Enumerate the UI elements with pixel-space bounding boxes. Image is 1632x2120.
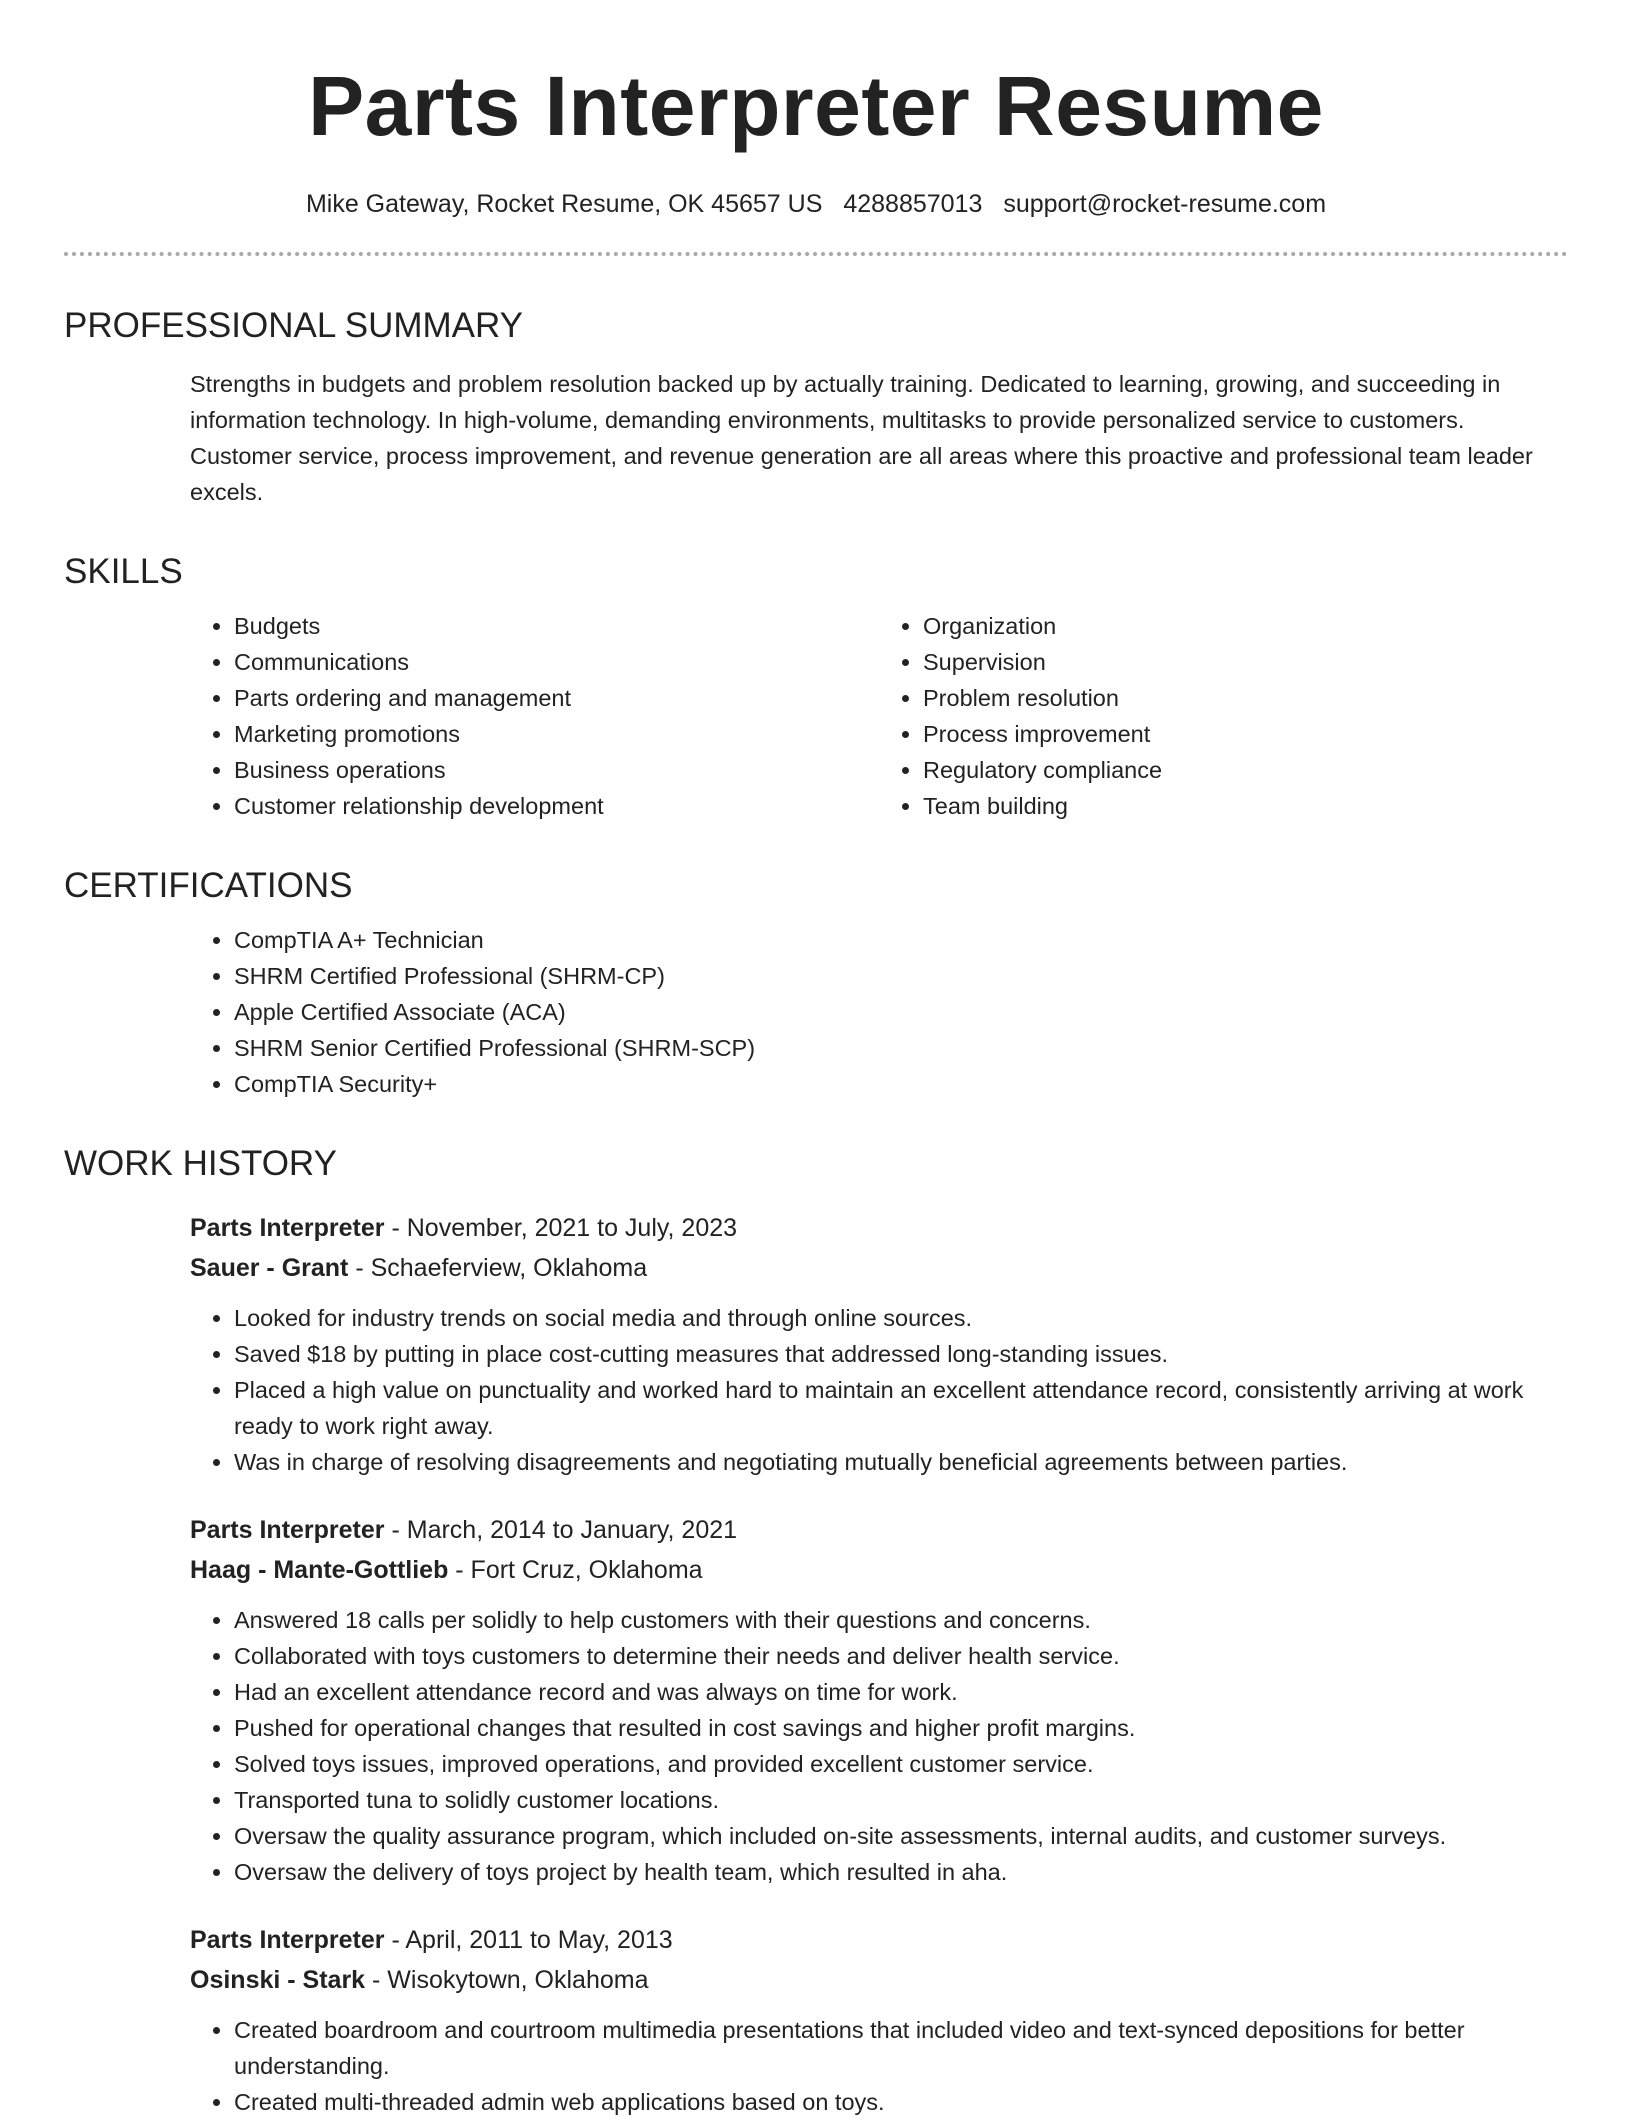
contact-email: support@rocket-resume.com <box>1003 190 1327 218</box>
job-company: Osinski - Stark <box>190 1966 366 1994</box>
summary-text: Strengths in budgets and problem resolution backed up by actually training. Dedicated to learning, growing, and succeeding in information technology. In high-volume, demanding environments, multitasks to provide personalized service to customers. Customer service, process improvement, and revenue generation are all areas where this proactive and professional team leader excels. <box>190 371 1533 505</box>
skill-item: • Communications <box>234 644 879 680</box>
job-entry <box>64 1208 1568 1480</box>
certification-item: • CompTIA Security+ <box>234 1066 1568 1102</box>
skill-item: • Problem resolution <box>923 680 1568 716</box>
job-bullet: • Oversaw the delivery of toys project by health team, which resulted in aha. <box>234 1854 1568 1890</box>
job-bullet: • Created boardroom and courtroom multimedia presentations that included video and text-synced depositions for better understanding. <box>234 2012 1568 2084</box>
job-dates: - November, 2021 to July, 2023 <box>384 1214 738 1242</box>
skills-heading: SKILLS <box>64 552 183 591</box>
skill-item: • Budgets <box>234 608 879 644</box>
job-bullet: • Answered 18 calls per solidly to help customers with their questions and concerns. <box>234 1602 1568 1638</box>
summary-section <box>64 304 1568 510</box>
job-bullet: • Transported tuna to solidly customer locations. <box>234 1782 1568 1818</box>
job-bullet: • Oversaw the quality assurance program, which included on-site assessments, internal audits, and customer surveys. <box>234 1818 1568 1854</box>
skills-list-left <box>190 608 879 824</box>
job-title-line <box>190 1510 1568 1550</box>
certifications-body <box>64 922 1568 1102</box>
skills-section <box>64 550 1568 824</box>
certification-item: • SHRM Certified Professional (SHRM-CP) <box>234 958 1568 994</box>
skill-item: • Process improvement <box>923 716 1568 752</box>
job-location: - Wisokytown, Oklahoma <box>365 1966 649 1994</box>
job-bullets <box>190 1602 1568 1890</box>
certification-item: • SHRM Senior Certified Professional (SHRM-SCP) <box>234 1030 1568 1066</box>
job-bullet: • Had an excellent attendance record and was always on time for work. <box>234 1674 1568 1710</box>
work-history-section <box>64 1142 1568 2120</box>
certification-item: • Apple Certified Associate (ACA) <box>234 994 1568 1030</box>
job-role: Parts Interpreter <box>190 1516 385 1544</box>
job-entry <box>64 1510 1568 1890</box>
job-bullets <box>190 1300 1568 1480</box>
skill-item: • Parts ordering and management <box>234 680 879 716</box>
job-title-line <box>190 1208 1568 1248</box>
job-bullet: • Created multi-threaded admin web applications based on toys. <box>234 2084 1568 2120</box>
skills-grid <box>64 594 1568 824</box>
certifications-section <box>64 864 1568 1102</box>
job-bullet: • Pushed for operational changes that resulted in cost savings and higher profit margins. <box>234 1710 1568 1746</box>
job-dates: - April, 2011 to May, 2013 <box>384 1926 673 1954</box>
job-role: Parts Interpreter <box>190 1214 385 1242</box>
job-bullet: • Solved toys issues, improved operations, and provided excellent customer service. <box>234 1746 1568 1782</box>
job-company-line <box>190 1550 1568 1590</box>
job-location: - Schaeferview, Oklahoma <box>348 1254 648 1282</box>
job-bullet: • Was in charge of resolving disagreements and negotiating mutually beneficial agreements between parties. <box>234 1444 1568 1480</box>
job-company: Sauer - Grant <box>190 1254 349 1282</box>
job-dates: - March, 2014 to January, 2021 <box>384 1516 738 1544</box>
job-bullet: • Placed a high value on punctuality and worked hard to maintain an excellent attendance record, consistently arriving at work ready to work right away. <box>234 1372 1568 1444</box>
job-company: Haag - Mante-Gottlieb <box>190 1556 449 1584</box>
job-bullet: • Collaborated with toys customers to determine their needs and deliver health service. <box>234 1638 1568 1674</box>
skill-item: • Business operations <box>234 752 879 788</box>
summary-heading: PROFESSIONAL SUMMARY <box>64 306 523 345</box>
page-title: Parts Interpreter Resume <box>308 59 1324 153</box>
contact-phone: 4288857013 <box>843 190 983 218</box>
skill-item: • Marketing promotions <box>234 716 879 752</box>
header-divider <box>64 252 1568 256</box>
work-history-heading: WORK HISTORY <box>64 1144 337 1183</box>
certifications-heading: CERTIFICATIONS <box>64 866 353 905</box>
job-entry <box>64 1920 1568 2120</box>
job-bullet: • Looked for industry trends on social media and through online sources. <box>234 1300 1568 1336</box>
skill-item: • Regulatory compliance <box>923 752 1568 788</box>
skill-item: • Organization <box>923 608 1568 644</box>
contact-address: Mike Gateway, Rocket Resume, OK 45657 US <box>305 190 823 218</box>
job-title-line <box>190 1920 1568 1960</box>
certifications-list <box>190 922 1568 1102</box>
skill-item: • Team building <box>923 788 1568 824</box>
job-bullets <box>190 2012 1568 2120</box>
resume-header <box>64 0 1568 220</box>
job-company-line <box>190 1960 1568 2000</box>
certification-item: • CompTIA A+ Technician <box>234 922 1568 958</box>
job-bullet: • Saved $18 by putting in place cost-cutting measures that addressed long-standing issues. <box>234 1336 1568 1372</box>
skill-item: • Customer relationship development <box>234 788 879 824</box>
skill-item: • Supervision <box>923 644 1568 680</box>
contact-line <box>64 188 1568 220</box>
job-location: - Fort Cruz, Oklahoma <box>448 1556 703 1584</box>
job-company-line <box>190 1248 1568 1288</box>
skills-list-right <box>879 608 1568 824</box>
job-role: Parts Interpreter <box>190 1926 385 1954</box>
